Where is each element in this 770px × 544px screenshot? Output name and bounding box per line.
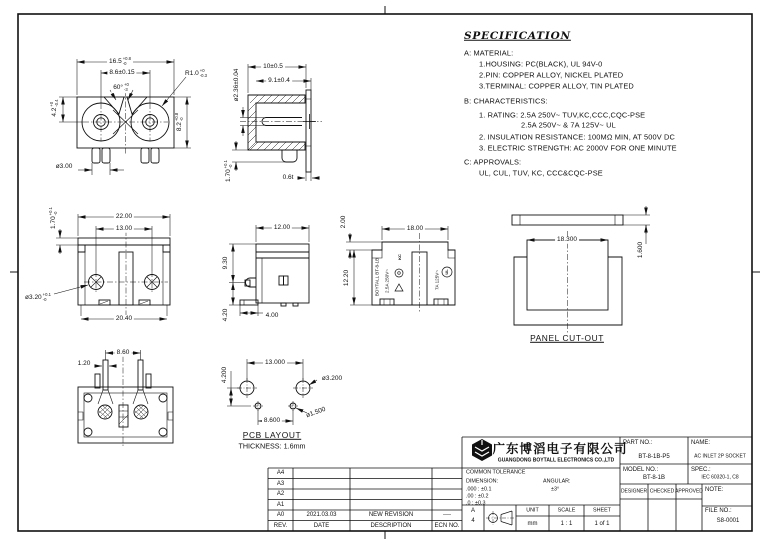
dim-side-height: 9.30 [221,256,229,270]
panel-cutout-title: PANEL CUT-OUT [530,332,604,343]
company-logo-icon [472,439,492,461]
pcb-layout-drawing [227,359,317,425]
dim-side-lower: 4.20 [221,308,229,322]
dim-pcb-pitch-y: 4.200 [220,366,228,384]
spec-line: 3.TERMINAL: COPPER ALLOY, TIN PLATED [479,81,634,91]
dim-top-width: 22.00 [115,212,133,220]
front-view-drawing [59,56,191,175]
dim-front-angle: 60° +0 -3 [113,82,129,92]
spec-title: SPECIFICATION [464,29,571,42]
tolerance-angular-value: ±3° [551,486,560,493]
spec-heading-approvals: C: APPROVALS: [464,157,522,167]
panel-cutout-drawing [512,206,650,333]
rev-row-label: A1 [276,501,285,508]
tolerance-row: .0 : ±0.3 [466,499,486,506]
rev-header: REV. [273,522,288,529]
dim-section-panel-thickness: 0.6t [282,173,294,181]
dim-panel-thickness: 1.600 [636,241,644,259]
dim-section-inner: 9.1±0.4 [268,76,290,84]
dim-side-width: 12.00 [273,223,291,231]
spec-heading-material: A: MATERIAL: [464,48,514,58]
rev-row-label: A4 [276,470,285,477]
marking-rating-a: 2.5A 250V~ [384,269,390,293]
sheet-size-letter: A [470,508,476,514]
dim-pcb-pitch-small: 8.600 [263,416,281,424]
spec-line: 1.HOUSING: PC(BLACK), UL 94V-0 [479,59,603,69]
scale-label: SCALE [557,506,576,513]
dim-front-peg-dia: ø3.00 [55,162,73,170]
tolerance-row: .00 : ±0.2 [466,493,489,500]
tolerance-row: .000 : ±0.1 [466,486,492,493]
rev-header: DESCRIPTION [370,522,412,529]
dim-front-pitch: 8.6±0.15 [109,68,135,76]
dim-top-base-width: 20.40 [115,314,133,322]
spec-value: IEC 60320-1, C8 [701,474,739,481]
pcb-layout-title: PCB LAYOUT [242,429,302,440]
projection-symbol-icon [486,511,514,525]
spec-line: 2.PIN: COPPER ALLOY, NICKEL PLATED [479,70,624,80]
dim-rear-width: 18.00 [406,224,424,232]
dim-pcb-hole-big: ø3.200 [321,374,343,382]
dim-front-radius: R1.0 +0 -0.3 [185,68,207,78]
sheet-size-number: 4 [471,518,475,524]
name-value: AC INLET 2P SOCKET [694,453,746,460]
ul-mark-label: UL [444,269,449,275]
rev-row-ecn: ---- [443,512,451,519]
rev-header: DATE [313,522,330,529]
unit-label: UNIT [526,506,539,513]
rev-row-label: A0 [276,512,285,519]
spec-line: 2.5A 250V~ & 7A 125V~ UL [521,120,616,130]
checked-label: CHECKED [649,488,675,494]
note-label: NOTE: [705,487,724,493]
marking-rating-b: 7A 125V~ [434,269,440,291]
spec-line: 1. RATING: 2.5A 250V~ TUV,KC,CCC,CQC-PSE [479,110,646,120]
dim-top-lip: 1.70 +0.1 -0 [48,207,58,229]
ccc-mark-icon [395,269,403,277]
sheet-label: SHEET [593,506,611,513]
designer-label: DESIGNER [620,488,648,494]
file-no-value: S8-0001 [716,518,740,524]
part-no-label: PART NO.: [623,440,653,446]
dim-rear-step: 2.00 [339,215,347,229]
dim-side-foot: 4.00 [265,311,279,319]
approved-label: APPROVED [675,488,703,494]
dim-front-height: 8.2 +0.8 -0 [174,112,184,132]
dim-front-vertical: 4.2 +0 -0.4 [49,99,59,117]
tolerance-dimension-label: DIMENSION: [466,478,499,485]
spec-line: 3. ELECTRIC STRENGTH: AC 2000V FOR ONE MINUTE [479,143,677,153]
pcb-thickness-note: THICKNESS: 1.6mm [238,441,306,451]
dim-top-pitch: 13.00 [115,224,133,232]
tolerance-heading: COMMON TOLERANCE [466,469,526,476]
pse-mark-icon [395,284,403,291]
spec-line: 2. INSULATION RESISTANCE: 100MΩ MIN, AT 500V DC [479,132,676,142]
dim-section-depth: 10±0.5 [263,62,283,70]
dim-panel-width: 18.300 [557,235,577,243]
part-no-value: BT-8-1B-P5 [638,454,670,460]
spec-label: SPEC.: [691,467,711,473]
company-name-cn: 广东博滔电子有限公司 [492,441,628,456]
name-label: NAME: [691,440,711,446]
scale-value: 1 : 1 [560,520,573,527]
bottom-view-drawing [78,350,173,448]
dim-bottom-pitch: 8.60 [116,348,130,356]
rev-row-date: 2021.03.03 [306,512,337,519]
rev-header: ECN NO. [434,522,460,529]
spec-heading-characteristics: B: CHARACTERISTICS: [464,96,548,106]
tolerance-angular-label: ANGULAR: [543,478,571,485]
dim-pcb-hole-small: ø1.500 [305,405,327,420]
model-no-label: MODEL NO.: [623,467,659,473]
dim-front-width: 16.5 +0.8 -0 [109,56,131,66]
side-view-drawing [229,225,309,316]
spec-line: UL, CUL, TUV, KC, CCC&CQC-PSE [479,168,603,178]
unit-value: mm [527,520,538,527]
kc-mark-icon: KC [397,254,402,260]
sheet-value: 1 of 1 [594,520,610,527]
file-no-label: FILE NO.: [705,508,732,514]
dim-section-lip: 1.70 +0.1 -0 [223,160,233,182]
dim-bottom-pin-width: 1.20 [77,359,91,367]
marking-brand: BOYTALL BT-8-1B [374,257,380,297]
dim-section-pin-dia: ø2.36±0.04 [232,68,240,102]
rev-row-description: NEW REVISION [368,512,414,519]
rev-row-label: A2 [276,491,285,498]
dim-rear-height: 12.20 [342,269,350,287]
model-no-value: BT-8-1B [642,475,666,481]
dim-top-hole-dia: ø3.20 +0.1 -0 [25,292,51,302]
dim-pcb-pitch-x: 13.000 [265,358,285,366]
rev-row-label: A3 [276,480,285,487]
top-view-drawing [54,214,170,319]
company-name-en: GUANGDONG BOYTALL ELECTRONICS CO.,LTD [497,457,615,464]
